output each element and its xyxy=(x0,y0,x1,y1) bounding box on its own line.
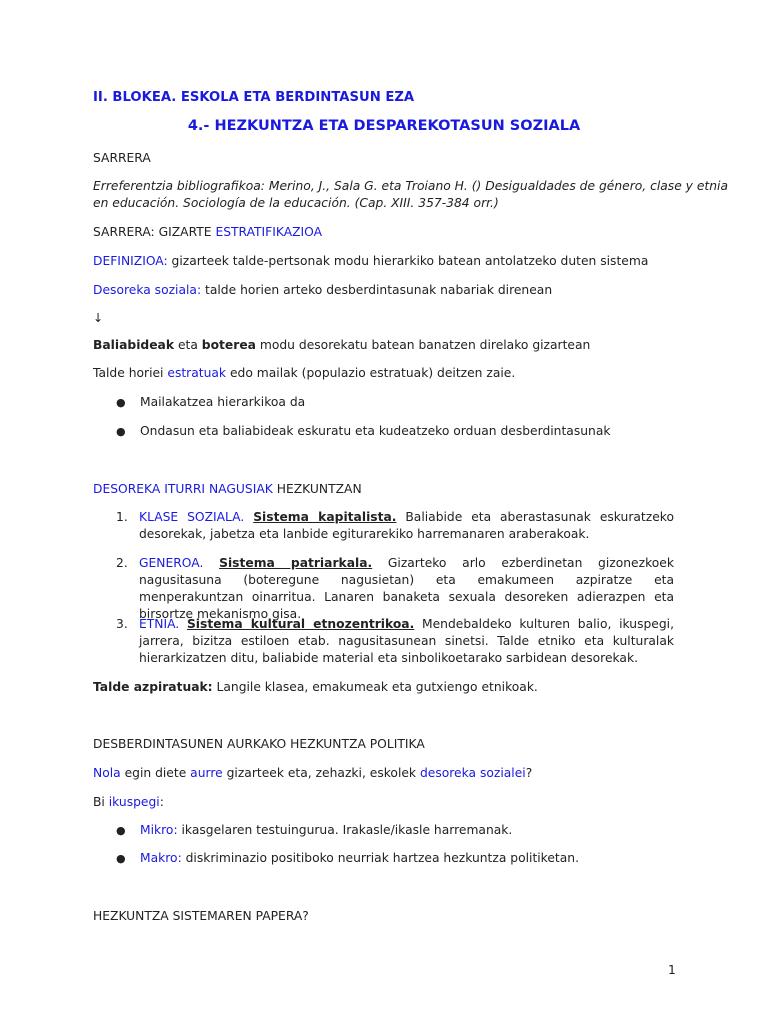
source-title: Sistema patriarkala. xyxy=(219,556,373,570)
talde-horiei-pre: Talde horiei xyxy=(93,366,168,380)
reference-line-2: en educación. Sociología de la educación. (Cap. XIII. 357-384 orr.) xyxy=(93,196,499,210)
bullet-item: Ondasun eta baliabideak eskuratu eta kudeatzeko orduan desberdintasunak xyxy=(140,424,611,438)
bi-pre: Bi xyxy=(93,795,109,809)
sarrera-gizarte xyxy=(93,224,322,241)
source-text: Gizarteko arlo ezberdinetan gizonezkoek nagusitasuna (boteregune nagusietan) eta emakumeen azpiratze eta menperakuntzan oinarritua. Lanaren banaketa sexuala desoreken adierazpen eta birsortze mekanismo gisa. xyxy=(139,556,674,621)
sarrera-gizarte-prefix: SARRERA: GIZARTE xyxy=(93,225,216,239)
source-tag: KLASE SOZIALA. xyxy=(139,510,245,524)
question-mark: ? xyxy=(525,766,533,780)
question-line xyxy=(93,765,532,782)
source-tag: GENEROA. xyxy=(139,556,204,570)
down-arrow: ↓ xyxy=(93,311,104,325)
source-text: Mendebaldeko kulturen balio, ikuspegi, jarrera, bizitza estiloen etab. nagusitasunean sinetsi. Talde etniko eta kulturalak hierarkizatzen ditu, baliabide material eta sinbolikoetarako sarbidean desorekak. xyxy=(139,617,674,665)
source-text: Baliabide eta aberastasunak eskuratzeko desorekak, jabetza eta lanbide egiturarekiko harremanaren araberakoak. xyxy=(139,510,674,541)
talde-azpiratuak-text: Langile klasea, emakumeak eta gutxiengo etnikoak. xyxy=(212,680,538,694)
politika-heading: DESBERDINTASUNEN AURKAKO HEZKUNTZA POLITIKA xyxy=(93,737,425,751)
sarrera-heading: SARRERA xyxy=(93,151,151,165)
source-item-etnia xyxy=(139,616,674,667)
definizioa-text: gizarteek talde-pertsonak modu hierarkiko batean antolatzeko duten sistema xyxy=(167,254,649,268)
estratifikazioa-term: ESTRATIFIKAZIOA xyxy=(215,225,323,239)
iturri-post: HEZKUNTZAN xyxy=(272,482,362,496)
list-number: 3. xyxy=(116,617,128,631)
bullet-item-mikro xyxy=(140,822,512,839)
desoreka-soziala-term: Desoreka soziala: xyxy=(93,283,202,297)
bullet-icon: ● xyxy=(116,396,126,409)
chapter-title: 4.- HEZKUNTZA ETA DESPAREKOTASUN SOZIALA xyxy=(187,118,581,134)
bullet-icon: ● xyxy=(116,425,126,438)
mikro-text: ikasgelaren testuingurua. Irakasle/ikasle harremanak. xyxy=(177,823,513,837)
bullet-icon: ● xyxy=(116,852,126,865)
block-title: II. BLOKEA. ESKOLA ETA BERDINTASUN EZA xyxy=(93,90,415,105)
definizioa-line xyxy=(93,253,648,270)
source-item-klase xyxy=(139,509,674,543)
mikro-term: Mikro: xyxy=(140,823,178,837)
baliabideak-word: Baliabideak xyxy=(93,338,175,352)
baliabideak-rest: modu desorekatu batean banatzen direlako gizartean xyxy=(255,338,591,352)
list-number: 2. xyxy=(116,556,128,570)
source-tag: ETNIA. xyxy=(139,617,180,631)
iturri-heading xyxy=(93,481,362,498)
bullet-item: Mailakatzea hierarkikoa da xyxy=(140,395,306,409)
talde-horiei-post: edo mailak (populazio estratuak) deitzen zaie. xyxy=(226,366,516,380)
reference-line-1: Erreferentzia bibliografikoa: Merino, J., Sala G. eta Troiano H. () Desigualdades de género, clase y etnia xyxy=(93,179,729,193)
boterea-word: boterea xyxy=(201,338,256,352)
list-number: 1. xyxy=(116,510,128,524)
question-part: egin diete xyxy=(120,766,191,780)
source-item-generoa xyxy=(139,555,674,623)
bi-post: : xyxy=(159,795,164,809)
definizioa-term: DEFINIZIOA: xyxy=(93,254,168,268)
makro-text: diskriminazio positiboko neurriak hartzea hezkuntza politiketan. xyxy=(181,851,579,865)
bullet-icon: ● xyxy=(116,824,126,837)
bi-ikuspegi-line xyxy=(93,794,164,811)
nola-word: Nola xyxy=(93,766,121,780)
bullet-item-makro xyxy=(140,850,579,867)
makro-term: Makro: xyxy=(140,851,182,865)
baliabideak-line xyxy=(93,337,590,354)
eta-word: eta xyxy=(174,338,202,352)
desoreka-soziala-line xyxy=(93,282,552,299)
source-title: Sistema kultural etnozentrikoa. xyxy=(186,617,415,631)
source-title: Sistema kapitalista. xyxy=(253,510,397,524)
talde-horiei-line xyxy=(93,365,515,382)
estratuak-term: estratuak xyxy=(167,366,227,380)
question-part: gizarteek eta, zehazki, eskolek xyxy=(222,766,420,780)
desoreka-soziala-text: talde horien arteko desberdintasunak nabariak direnean xyxy=(201,283,553,297)
aurre-word: aurre xyxy=(190,766,223,780)
iturri-term: DESOREKA ITURRI NAGUSIAK xyxy=(93,482,273,496)
talde-azpiratuak-line xyxy=(93,679,538,696)
desoreka-sozialei-word: desoreka sozialei xyxy=(419,766,526,780)
papera-heading: HEZKUNTZA SISTEMAREN PAPERA? xyxy=(93,909,309,923)
page-number: 1 xyxy=(668,963,676,977)
talde-azpiratuak-term: Talde azpiratuak: xyxy=(93,680,213,694)
ikuspegi-term: ikuspegi xyxy=(108,795,160,809)
